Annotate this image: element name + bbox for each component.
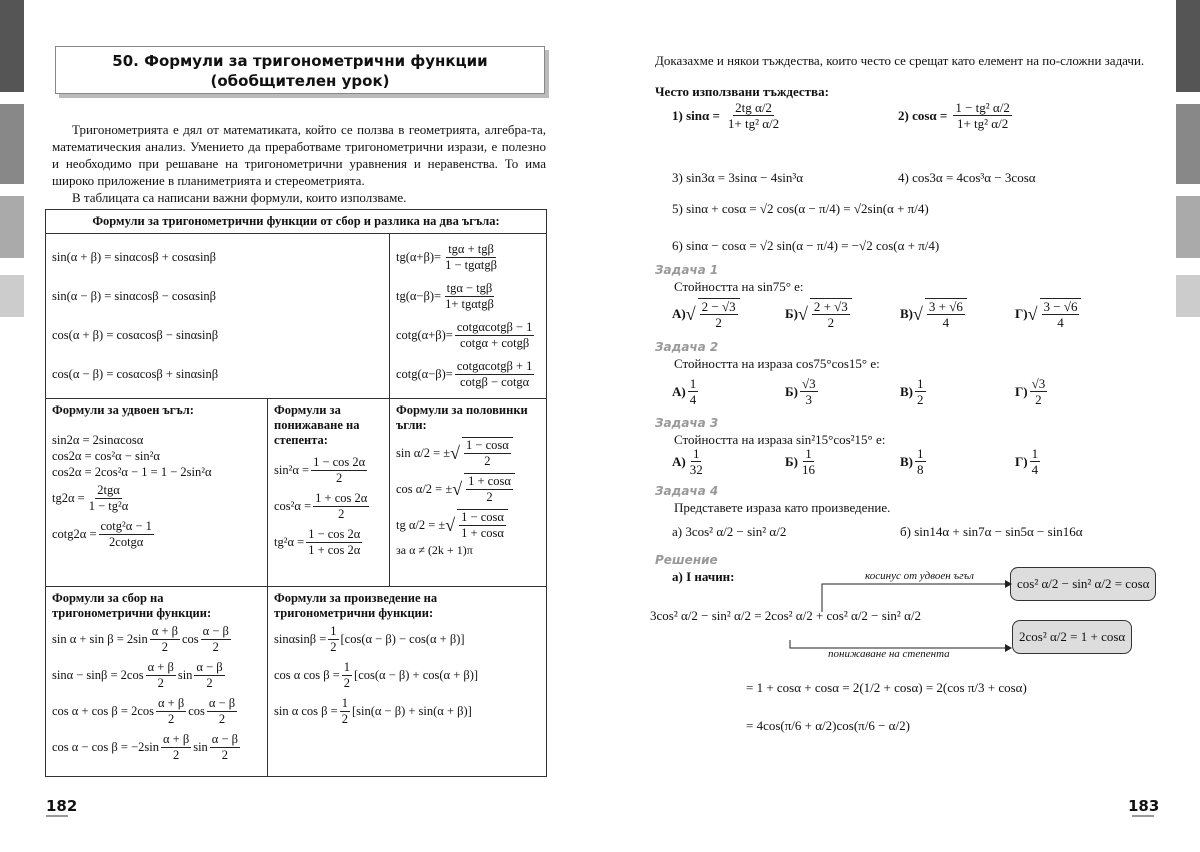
- note-double-angle: косинус от удвоен ъгъл: [865, 570, 974, 582]
- identity-4: 4) cos3α = 4cos³α − 3cosα: [898, 170, 1036, 185]
- solution-step-3: = 4cos(π/6 + α/2)cos(π/6 − α/2): [746, 718, 910, 733]
- way-1-label: а) I начин:: [672, 569, 735, 584]
- task-2-option-b[interactable]: Б) $\frac{√3}{3}$: [785, 376, 816, 407]
- task-2-option-c[interactable]: В) $\frac{1}{2}$: [900, 376, 924, 407]
- task-2-label: Задача 2: [655, 340, 719, 354]
- box-power-reduction: 2cos² α/2 = 1 + cosα: [1012, 620, 1132, 654]
- task-3-option-a[interactable]: А) $\frac{1}{32}$: [672, 446, 703, 477]
- task-3-option-d[interactable]: Г) $\frac{1}{4}$: [1015, 446, 1039, 477]
- identity-2: 2) cosα = $\frac{\text{1 − tg² α/2}}{\text{1+ tg² α/2}}$: [898, 100, 1010, 131]
- main-equation: 3cos² α/2 − sin² α/2 = 2cos² α/2 + cos² α/2 − sin² α/2: [650, 608, 922, 623]
- half-angle-cell: Формули за половинки ъгли: sin α/2 = ± √ $\frac{1 - \cos\alpha}{2}$ cos α/2 = ± √ $\frac{1 + \cos\alpha}{2}$ tg α/2 = ± √ $\frac{1 - \cos\alpha}{1 + \cos\alpha}$ за α ≠ (2k + 1)π: [390, 399, 547, 587]
- power-reduction-cell: Формули за понижаване на степента: sin²α = $\frac{1 - \cos 2\alpha}{2}$ cos²α = $\frac{1 + \cos 2\alpha}{2}$ tg²α = $\frac{1 - \cos 2\alpha}{1 + \cos 2\alpha}$: [268, 399, 390, 587]
- task-4-text: Представете израза като произведение.: [674, 500, 891, 515]
- sum-diff-header: Формули за тригонометрични функции от сбор и разлика на два ъгъла:: [46, 210, 547, 234]
- lesson-title: 50. Формули за тригонометрични функции (обобщителен урок): [55, 46, 545, 94]
- task-3-option-c[interactable]: В) $\frac{1}{8}$: [900, 446, 924, 477]
- formula-table: [45, 209, 547, 777]
- double-angle-cell: Формули за удвоен ъгъл: sin2α = 2sinαcosα cos2α = cos²α − sin²α cos2α = 2cos²α − 1 = 1 − 2sin²α tg2α = $\frac{\text{2tgα}}{\text{1 − tg²α}}$ cotg2α = $\frac{\text{cotg²α − 1}}{2\cot g\alpha}$: [46, 399, 268, 587]
- right-intro: Доказахме и някои тъждества, които често се срещат като елемент на по-сложни задачи.: [655, 53, 1145, 68]
- note-power-reduction: понижаване на степента: [828, 648, 950, 660]
- box-double-angle: cos² α/2 − sin² α/2 = cosα: [1010, 567, 1156, 601]
- product-to-sum-cell: Формули за произведение на тригонометрични функции: sinαsinβ = $\frac{1}{2}$ [cos(α − β) − cos(α + β)] cos α cos β = $\frac{1}{2}$ [cos(α − β) + cos(α + β)] sin α cos β = $\frac{1}{2}$ [sin(α − β) + sin(α + β)]: [268, 587, 547, 777]
- task-1-option-c[interactable]: В) √ $\frac{3 + √6}{4}$: [900, 298, 969, 330]
- sum-diff-left: sin(α + β) = sinαcosβ + cosαsinβ sin(α − β) = sinαcosβ − cosαsinβ cos(α + β) = cosαcosβ − sinαsinβ cos(α − β) = cosαcosβ + sinαsinβ: [46, 234, 390, 399]
- identity-5: 5) sinα + cosα = √2 cos(α − π/4) = √2sin(α + π/4): [672, 201, 929, 216]
- identity-3: 3) sin3α = 3sinα − 4sin³α: [672, 170, 804, 185]
- identity-1: 1) sinα = $\frac{\text{2tg α/2}}{\text{1+ tg² α/2}}$: [672, 100, 780, 131]
- solution-label: Решение: [655, 553, 718, 567]
- identities-header: Често използвани тъждества:: [655, 84, 829, 99]
- identity-6: 6) sinα − cosα = √2 sin(α − π/4) = −√2 cos(α + π/4): [672, 238, 940, 253]
- task-1-label: Задача 1: [655, 263, 719, 277]
- page-number: 182: [46, 797, 78, 815]
- right-page: [600, 0, 1200, 852]
- task-3-option-b[interactable]: Б) $\frac{1}{16}$: [785, 446, 815, 477]
- task-1-option-a[interactable]: А) √ $\frac{2 - √3}{2}$: [672, 298, 742, 330]
- task-3-label: Задача 3: [655, 416, 719, 430]
- task-4-part-b: б) sin14α + sin7α − sin5α − sin16α: [900, 524, 1083, 539]
- task-2-option-d[interactable]: Г) $\frac{√3}{2}$: [1015, 376, 1046, 407]
- task-3-text: Стойността на израза sin²15°cos²15° е:: [674, 432, 886, 447]
- sum-to-product-cell: Формули за сбор на тригонометрични функции: sin α + sin β = 2sin $\frac{\alpha + \beta}{2}$ cos $\frac{\alpha - \beta}{2}$ sinα − sinβ = 2cos $\frac{\alpha + \beta}{2}$ sin $\frac{\alpha - \beta}{2}$ cos α + cos β = 2cos $\frac{\alpha + \beta}{2}$ cos $\frac{\alpha - \beta}{2}$ cos α − cos β = −2sin $\frac{\alpha + \beta}{2}$ sin $\frac{\alpha - \beta}{2}$: [46, 587, 268, 777]
- page-number: 183: [1128, 797, 1160, 815]
- page-number-underline: [46, 815, 68, 817]
- task-1-option-d[interactable]: Г) √ $\frac{3 - √6}{4}$: [1015, 298, 1083, 330]
- task-1-text: Стойността на sin75° е:: [674, 279, 804, 294]
- task-4-label: Задача 4: [655, 484, 719, 498]
- sum-diff-right: tg(α+β)= $\frac{\text{tgα + tgβ}}{\text{1 − tgαtgβ}}$ tg(α−β)= $\frac{\text{tgα − tgβ}}{\text{1+ tgαtgβ}}$ cotg(α+β)= $\frac{\cot g\alpha\cot g\beta - 1}{\cot g\alpha + \cot g\beta}$ cotg(α−β)= $\frac{\cot g\alpha\cot g\beta + 1}{\cot g\beta - \cot g\alpha}$: [390, 234, 547, 399]
- task-1-option-b[interactable]: Б) √ $\frac{2 + √3}{2}$: [785, 298, 854, 330]
- solution-step-2: = 1 + cosα + cosα = 2(1/2 + cosα) = 2(cos π/3 + cosα): [746, 680, 1027, 695]
- task-2-text: Стойността на израза cos75°cos15° е:: [674, 356, 880, 371]
- page-number-underline: [1132, 815, 1154, 817]
- task-4-part-a: а) 3cos² α/2 − sin² α/2: [672, 524, 787, 539]
- task-2-option-a[interactable]: А) $\frac{1}{4}$: [672, 376, 697, 407]
- intro-text: Тригонометрията е дял от математиката, който се ползва в геометрията, алгебра-та, математическия анализ. Умението да преработваме тригонометрични изрази, е полезно и необходимо при решаване на тригонометрични уравнения и неравенства. То има широко приложение в планиметрията и стереометрията. В таблицата са написани важни формули, които използваме.: [52, 122, 546, 205]
